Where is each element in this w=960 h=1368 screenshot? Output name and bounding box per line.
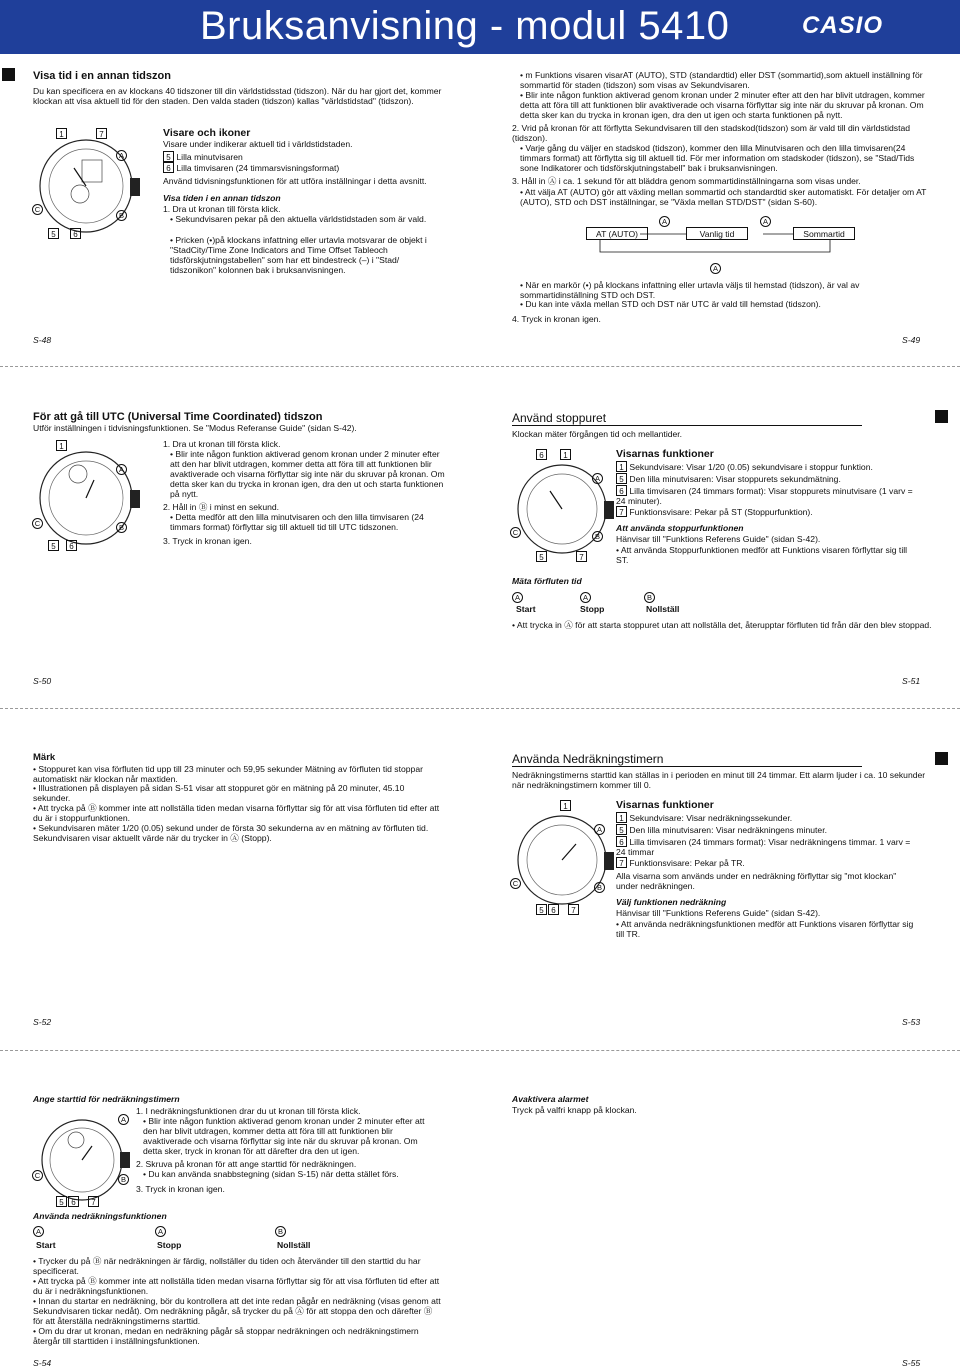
bullet-text: När en markör (•) på klockans infattning eller urtavla väljs til hemstad (tidszon), är val av sommartidinställning STD och DST. <box>520 280 860 300</box>
bullet-text: Trycker du på Ⓑ när nedräkningen är färdig, nollställer du tiden och återvänder till den starttid du har specificerat. <box>33 1256 421 1276</box>
bullet-6: • Du kan inte växla mellan STD och DST när UTC är vald till hemstad (tidszon). <box>520 299 821 309</box>
label-6: 6 <box>66 540 77 551</box>
flow-reset: Nollställ <box>646 604 680 614</box>
item-text: Lilla minutvisaren <box>176 152 243 162</box>
label-5: 5 <box>56 1196 67 1207</box>
button-c-label: C <box>32 1170 43 1181</box>
watch-illustration <box>34 1110 138 1210</box>
bullet-text: Du kan använda snabbstegning (sidan S-15) när detta stället förs. <box>148 1169 399 1179</box>
step-3: 3. Tryck in kronan igen. <box>163 536 252 546</box>
watch-illustration <box>512 447 622 565</box>
hand-item-6 <box>616 485 916 506</box>
button-a-label: A <box>155 1226 166 1237</box>
alarm-text: Tryck på valfri knapp på klockan. <box>512 1105 637 1115</box>
bullet-text: Att trycka på Ⓑ kommer inte att nollställa tiden medan visarna förflyttar sig för att visa förfluten tid efter att du är i nedräkningsfunktionen. <box>33 1276 440 1296</box>
item-text: Sekundvisare: Visar nedräkningssekunder. <box>629 813 793 823</box>
button-a-label: A <box>592 473 603 484</box>
watch-illustration <box>512 800 622 918</box>
heading-s51: Använd stoppuret <box>512 411 607 425</box>
hand-item-7 <box>616 506 916 517</box>
label-1: 1 <box>616 461 627 472</box>
intro-s51: Klockan mäter förgången tid och mellantider. <box>512 429 683 439</box>
intro-s53: Nedräkningstimerns starttid kan ställas in i perioden en minut till 24 timmar. Ett alarm ljuder i ca. 10 sekunder när nedräkningstimern kommer till 0. <box>512 770 926 790</box>
heading-s55: Avaktivera alarmet <box>512 1094 589 1104</box>
label-6: 6 <box>548 904 559 915</box>
label-5: 5 <box>163 151 174 162</box>
label-7: 7 <box>96 128 107 139</box>
bullet-text: Du kan inte växla mellan STD och DST när UTC är vald till hemstad (tidszon). <box>525 299 821 309</box>
page-divider <box>0 366 960 367</box>
button-a-label: A <box>118 1114 129 1125</box>
button-b-label: B <box>116 210 127 221</box>
bullet-text: Att trycka på Ⓑ kommer inte att nollställa tiden medan visarna förflyttar sig för att visa förfluten tid efter att du är i stoppurfunktionen. <box>33 803 440 823</box>
item-text: Den lilla minutvisaren: Visar stoppurets sekundmätning. <box>629 474 841 484</box>
step-4: 4. Tryck in kronan igen. <box>512 314 601 324</box>
flow-summer: Sommartid <box>793 227 855 240</box>
reference-text: Hänvisar till "Funktions Referens Guide" (sidan S-42). <box>616 908 821 918</box>
heading-s48: Visa tid i en annan tidszon <box>33 70 171 82</box>
label-6: 6 <box>163 162 174 173</box>
page-number: S-50 <box>33 676 52 686</box>
section-marker <box>2 68 15 81</box>
subheading-show-time: Visa tiden i en annan tidszon <box>163 193 281 203</box>
button-a-label: A <box>116 150 127 161</box>
bullet-text: Att trycka in Ⓐ för att starta stoppuret utan att nollställa det, återupptar förfluten tid från där den blev stoppad. <box>516 620 932 630</box>
label-6: 6 <box>616 836 627 847</box>
hands-description: Visare under indikerar aktuell tid i världstidstaden. <box>163 139 353 149</box>
heading-rule <box>512 425 862 426</box>
bullet-text: Sekundvisaren pekar på den aktuella världstidstaden som är vald. <box>175 214 427 224</box>
flow-stop: Stopp <box>157 1240 182 1250</box>
flow-start: Start <box>516 604 536 614</box>
page-number: S-54 <box>33 1358 52 1368</box>
bullet-1: • Blir inte någon funktion aktiverad genom kronan under 2 minuter efter att den har blivit utdragen, kommer detta att föra till att funktionen blir avaktiverade och visarna förflyttar sig inte när du skruvar på kronan. Om detta sker, tryck in kronan för att därefter dra den ut igen. <box>143 1116 425 1156</box>
label-6: 6 <box>68 1196 79 1207</box>
button-a-label: A <box>512 592 523 603</box>
label-6: 6 <box>536 449 547 460</box>
heading-s53: Använda Nedräkningstimern <box>512 752 664 766</box>
hand-item-1 <box>616 461 916 472</box>
flow-auto: AT (AUTO) <box>586 227 648 240</box>
bullet-text: Att använda nedräkningsfunktionen medför att Funktions visaren förflyttar sig till TR. <box>616 919 914 939</box>
hand-item-7 <box>616 857 916 868</box>
bullet-3: • Trycker du på Ⓑ när nedräkningen är färdig, nollställer du tiden och återvänder till den starttid du har specificerat. <box>33 1256 421 1276</box>
label-7: 7 <box>616 506 627 517</box>
label-5: 5 <box>616 473 627 484</box>
bullet-3: • Att trycka på Ⓑ kommer inte att nollställa tiden medan visarna förflyttar sig för att visa förfluten tid efter att du är i stoppurfunktionen. <box>33 803 440 823</box>
button-a-label: A <box>594 824 605 835</box>
subheading-hands: Visare och ikoner <box>163 127 251 139</box>
use-text: Använd tidvisningsfunktionen för att utföra inställningar i detta avsnitt. <box>163 176 427 186</box>
bullet-4: • Att trycka på Ⓑ kommer inte att nollställa tiden medan visarna förflyttar sig för att visa förfluten tid efter att du är i nedräkningsfunktionen. <box>33 1276 440 1296</box>
bullet-1: • Blir inte någon funktion aktiverad genom kronan under 2 minuter efter att den har blivit utdragen, kommer detta att föra till att funktionen blir avaktiverade och visarna förflyttar sig inte när du skruvar på kronan. Om detta sker kan du trycka in kronan igen, dra den ut och starta funktionen på nytt. <box>170 449 445 499</box>
bullet-use: • Att använda Stoppurfunktionen medför att Funktions visaren förflyttar sig till ST. <box>616 545 908 565</box>
label-1: 1 <box>56 128 67 139</box>
section-marker <box>935 410 948 423</box>
step-1: 1. Dra ut kronan till första klick. <box>163 439 281 449</box>
page-number: S-53 <box>902 1017 921 1027</box>
step-2: 2. Skruva på kronan för att ange starttid för nedräkningen. <box>136 1159 357 1169</box>
button-a-label: A <box>580 592 591 603</box>
countdown-note: Alla visarna som används under en nedräkning förflyttar sig "mot klockan" under nedräkningen. <box>616 871 897 891</box>
label-6: 6 <box>616 485 627 496</box>
subheading-measure: Mäta förfluten tid <box>512 576 582 586</box>
step-2: 2. Vrid på kronan för att förflytta Sekundvisaren till den stadskod(tidszon) som är vald till din världstidstad (tidszon). <box>512 123 911 143</box>
step-1: 1. I nedräkningsfunktionen drar du ut kronan till första klick. <box>136 1106 361 1116</box>
label-5: 5 <box>536 904 547 915</box>
document-title: Bruksanvisning - modul 5410 <box>200 4 730 48</box>
button-b-label: B <box>594 882 605 893</box>
watch-diagram <box>34 438 158 550</box>
button-b-label: B <box>275 1226 286 1237</box>
label-7: 7 <box>616 857 627 868</box>
page-divider <box>0 708 960 709</box>
button-c-label: C <box>32 518 43 529</box>
page-number: S-49 <box>902 335 921 345</box>
label-7: 7 <box>568 904 579 915</box>
subheading-use-countdown: Använda nedräkningsfunktionen <box>33 1211 167 1221</box>
bullet-text: Sekundvisaren mäter 1/20 (0.05) sekund under de första 30 sekunderna av en mätning av förfluten tid. Sekundvisaren visar aktuellt värde när du trycker in Ⓐ (Stopp). <box>33 823 429 843</box>
bullet-text: Att välja AT (AUTO) gör att växling mellan sommartid och standardtid sker automatiskt. För detaljer om AT (AUTO), STD och DST inställningar, se "Växla mellan STD/DST" (sidan S-60). <box>520 187 927 207</box>
page-number: S-55 <box>902 1358 921 1368</box>
bullet-text: Varje gång du väljer en stadskod (tidszon), kommer den lilla Minutvisaren och den lilla timvisaren(24 timmars format) att förflytta sig till aktuell tid. För mer information om stadskoder (tidszon), se "Stad/Tids sone Indikatorer och tidsförskjutningstabell" bak i bruksanvisningen. <box>520 143 915 173</box>
bullet-2: • Detta medför att den lilla minutvisaren och den lilla timvisaren (24 timmars format) förflyttar sig till aktuell tid till UTC tidszonen. <box>170 512 424 532</box>
item-text: Funktionsvisare: Pekar på TR. <box>629 858 745 868</box>
step-3: 3. Tryck in kronan igen. <box>136 1184 225 1194</box>
step-1: 1. Dra ut kronan till första klick. <box>163 204 281 214</box>
button-c-label: C <box>510 878 521 889</box>
watch-diagram <box>512 447 622 565</box>
button-a-label: A <box>116 464 127 475</box>
bullet-2: • Pricken (•)på klockans infattning eller urtavla motsvarar de objekt i "StadCity/Time Zone Indicators and Time Offset Tableoch tidsförskjutningstabellen" som har ett bindestreck (–) i "Stad/ tidszonikon" kolonnen bak i bruksanvisningen. <box>170 235 427 275</box>
flow-standard: Vanlig tid <box>686 227 748 240</box>
bullet-text: Att använda Stoppurfunktionen medför att Funktions visaren förflyttar sig till ST. <box>616 545 908 565</box>
subheading-hands: Visarnas funktioner <box>616 799 714 811</box>
bullet-text: m Funktions visaren visarAT (AUTO), STD (standardtid) eller DST (sommartid),som aktuell inställning för sommartid för staden (tidszon) som visas av Sekundvisaren. <box>520 70 923 90</box>
label-7: 7 <box>88 1196 99 1207</box>
button-a-label: A <box>659 216 670 227</box>
watch-diagram <box>34 128 158 240</box>
watch-illustration <box>34 438 158 550</box>
bullet-6: • Om du drar ut kronan, medan en nedräkning pågår så stoppar nedräkningen och nedräkningstimern återgår till starttiden i inställningsfunktionen. <box>33 1326 419 1346</box>
item-text: Sekundvisare: Visar 1/20 (0.05) sekundvisare i stoppur funktion. <box>629 462 873 472</box>
watch-diagram <box>34 1110 138 1210</box>
hand-item-5 <box>616 473 916 484</box>
button-c-label: C <box>32 204 43 215</box>
item-text: Lilla timvisaren (24 timmars format): Visar nedräkningens timmar. 1 varv = 24 timmar <box>616 837 911 857</box>
watch-diagram <box>512 800 622 918</box>
bullet-text: Blir inte någon funktion aktiverad genom kronan under 2 minuter efter att den har blivit utdragen, kommer detta att föra till att funktionen blir avaktiverade och visarna förflyttar sig inte när du skruvar på kronan. Om detta sker, tryck in kronan för att därefter dra den ut igen. <box>143 1116 425 1156</box>
bullet-text: Stoppuret kan visa förfluten tid upp till 23 minuter och 59,95 sekunder Mätning av förfluten tid stoppar automatiskt när klockan når maxtiden. <box>33 764 423 784</box>
item-text: Den lilla minutvisaren: Visar nedräkningens minuter. <box>629 825 827 835</box>
label-7: 7 <box>576 551 587 562</box>
bullet-4: • Att välja AT (AUTO) gör att växling mellan sommartid och standardtid sker automatiskt. För detaljer om AT (AUTO), STD och DST inställningar, se "Växla mellan STD/DST" (sidan S-60). <box>520 187 927 207</box>
button-b-label: B <box>116 522 127 533</box>
bullet-resume: • Att trycka in Ⓐ för att starta stoppuret utan att nollställa det, återupptar förfluten tid från där den blev stoppad. <box>512 620 932 630</box>
item-text: Funktionsvisare: Pekar på ST (Stoppurfunktion). <box>629 507 813 517</box>
bullet-3: • Varje gång du väljer en stadskod (tidszon), kommer den lilla Minutvisaren och den lilla timvisaren(24 timmars format) att förflytta sig till aktuell tid. För mer information om stadskoder (tidszon), se "Stad/Tids sone Indikatorer och tidsförskjutningstabell" bak i bruksanvisningen. <box>520 143 915 173</box>
button-b-label: B <box>644 592 655 603</box>
bullet-5: • Innan du startar en nedräkning, bör du kontrollera att det inte redan pågår en nedräkning (visas genom att Sekundvisaren tickar nedåt). Om nedräkning pågår, så trycker du på Ⓐ för att stoppa den och därefter Ⓑ för att återställa nedräkningstimerns starttid. <box>33 1296 441 1326</box>
label-5: 5 <box>48 228 59 239</box>
bullet-text: Illustrationen på displayen på sidan S-51 visar att stoppuret gör en mätning på 20 minuter, 45.10 sekunder. <box>33 783 405 803</box>
label-1: 1 <box>560 449 571 460</box>
bullet-text: Innan du startar en nedräkning, bör du kontrollera att det inte redan pågår en nedräkning (visas genom att Sekundvisaren tickar nedåt). Om nedräkning pågår, så trycker du på Ⓐ för att stoppa den och därefter Ⓑ för att återställa nedräkningstimerns starttid. <box>33 1296 441 1326</box>
heading-rule <box>512 766 862 767</box>
bullet-text: Blir inte någon funktion aktiverad genom kronan under 2 minuter efter att den har blivit utdragen, kommer detta att föra till att funktionen blir avaktiverade och visarna förflyttar sig inte när du skruvar på kronan. Om detta sker kan du trycka in kronan igen, dra den ut och starta funktionen på nytt. <box>170 449 445 499</box>
label-5: 5 <box>48 540 59 551</box>
label-1: 1 <box>560 800 571 811</box>
item-text: Lilla timvisaren (24 timmarsvisningsformat) <box>176 163 340 173</box>
bullet-text: Blir inte någon funktion aktiverad genom kronan under 2 minuter efter att den har blivit utdragen, kommer detta att föra till att funktionen blir avaktiverade och visarna förflyttar sig inte när du skruvar på kronan. Om detta sker kan du trycka in kronan igen, dra den ut igen och starta funktionen på nytt. <box>520 90 925 120</box>
subheading-hands: Visarnas funktioner <box>616 448 714 460</box>
section-marker <box>935 752 948 765</box>
casio-logo: CASIO <box>802 12 884 39</box>
button-a-label: A <box>33 1226 44 1237</box>
subheading-use-stopwatch: Att använda stoppurfunktionen <box>616 523 744 533</box>
button-a-label: A <box>760 216 771 227</box>
bullet-use: • Att använda nedräkningsfunktionen medför att Funktions visaren förflyttar sig till TR. <box>616 919 914 939</box>
button-a-label: A <box>710 263 721 274</box>
reference-text: Hänvisar till "Funktions Referens Guide" (sidan S-42). <box>616 534 821 544</box>
page-divider <box>0 1050 960 1051</box>
heading-s54: Ange starttid för nedräkningstimern <box>33 1094 180 1104</box>
label-6: 6 <box>70 228 81 239</box>
flow-start: Start <box>36 1240 56 1250</box>
heading-s50: För att gå till UTC (Universal Time Coordinated) tidszon <box>33 411 323 423</box>
step-2: 2. Håll in Ⓑ i minst en sekund. <box>163 502 280 512</box>
bullet-1: • Stoppuret kan visa förfluten tid upp till 23 minuter och 59,95 sekunder Mätning av förfluten tid stoppar automatiskt när klockan når maxtiden. <box>33 764 423 784</box>
bullet-5: • När en markör (•) på klockans infattning eller urtavla väljs til hemstad (tidszon), är val av sommartidinställning STD och DST. <box>520 280 860 300</box>
page-number: S-51 <box>902 676 921 686</box>
flow-stop: Stopp <box>580 604 605 614</box>
bullet-text: Detta medför att den lilla minutvisaren och den lilla timvisaren (24 timmars format) förflyttar sig till aktuell tid till UTC tidszonen. <box>170 512 424 532</box>
button-c-label: C <box>510 527 521 538</box>
flow-reset: Nollställ <box>277 1240 311 1250</box>
label-5: 5 <box>616 824 627 835</box>
heading-s52: Märk <box>33 752 56 763</box>
page-number: S-48 <box>33 335 52 345</box>
step-3: 3. Håll in Ⓐ i ca. 1 sekund för att bläddra genom sommartidinställningarna som visas under. <box>512 176 861 186</box>
label-1: 1 <box>616 812 627 823</box>
watch-illustration <box>34 128 158 240</box>
hand-item-6 <box>616 836 916 857</box>
subheading-select-countdown: Välj funktionen nedräkning <box>616 897 727 907</box>
hand-item-6 <box>163 162 443 173</box>
label-5: 5 <box>536 551 547 562</box>
bullet-2: • Illustrationen på displayen på sidan S-51 visar att stoppuret gör en mätning på 20 minuter, 45.10 sekunder. <box>33 783 405 803</box>
label-1: 1 <box>56 440 67 451</box>
item-text: Lilla timvisaren (24 timmars format): Visar stoppurets minutvisare (1 varv = 24 minuter). <box>616 486 913 506</box>
hand-item-5 <box>616 824 916 835</box>
bullet-text: Om du drar ut kronan, medan en nedräkning pågår så stoppar nedräkningen och nedräkningstimern återgår till starttiden i inställningsfunktionen. <box>33 1326 419 1346</box>
hand-item-5 <box>163 151 443 162</box>
intro-s48: Du kan specificera en av klockans 40 tidszoner till din världstidsstad (tidszon). När du har gjort det, kommer klockan att visa aktuell tid för den staden. Den valda staden (tidszon) kallas "världstidstad" (tidszon). <box>33 86 442 106</box>
bullet-text: Pricken (•)på klockans infattning eller urtavla motsvarar de objekt i "StadCity/Time Zone Indicators and Time Offset Tableoch tidsförskjutningstabellen" som har ett bindestreck (–) i "Stad/ tidszonikon" kolonnen bak i bruksanvisningen. <box>170 235 427 275</box>
hand-item-1 <box>616 812 916 823</box>
bullet-1: • Sekundvisaren pekar på den aktuella världstidstaden som är vald. <box>170 214 427 224</box>
bullet-1: • m Funktions visaren visarAT (AUTO), STD (standardtid) eller DST (sommartid),som aktuell inställning för sommartid för staden (tidszon) som visas av Sekundvisaren. <box>520 70 923 90</box>
bullet-4: • Sekundvisaren mäter 1/20 (0.05) sekund under de första 30 sekunderna av en mätning av förfluten tid. Sekundvisaren visar aktuellt värde när du trycker in Ⓐ (Stopp). <box>33 823 429 843</box>
intro-s50: Utför inställningen i tidvisningsfunktionen. Se "Modus Referanse Guide" (sidan S-42). <box>33 423 357 433</box>
button-b-label: B <box>592 531 603 542</box>
page-number: S-52 <box>33 1017 52 1027</box>
bullet-2: • Du kan använda snabbstegning (sidan S-15) när detta stället förs. <box>143 1169 399 1179</box>
bullet-2: • Blir inte någon funktion aktiverad genom kronan under 2 minuter efter att den har blivit utdragen, kommer detta att föra till att funktionen blir avaktiverade och visarna förflyttar sig inte när du skruvar på kronan. Om detta sker kan du trycka in kronan igen, dra den ut igen och starta funktionen på nytt. <box>520 90 925 120</box>
button-b-label: B <box>118 1174 129 1185</box>
